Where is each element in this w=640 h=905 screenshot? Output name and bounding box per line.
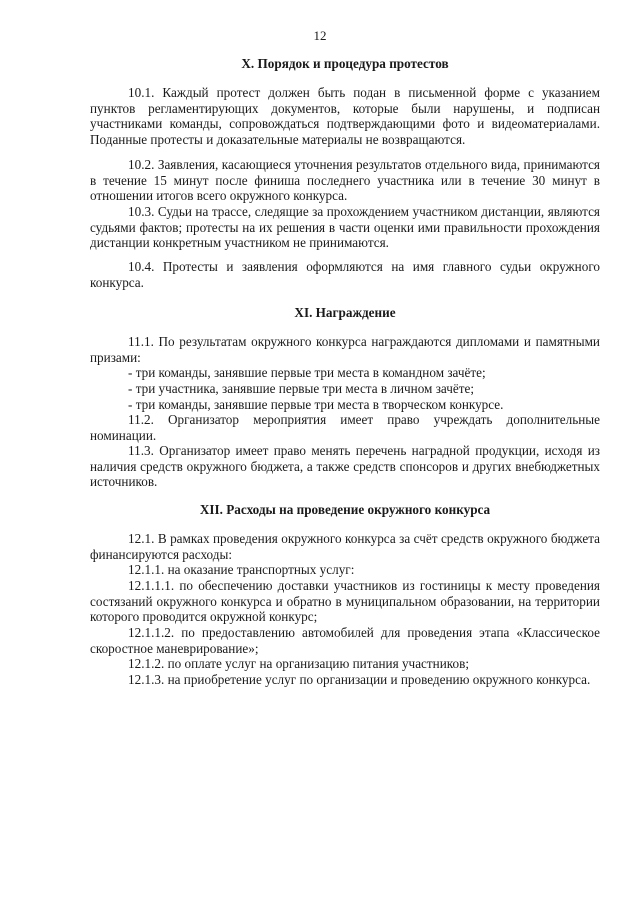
award-list-item: - три команды, занявшие первые три места в творческом конкурсе. [128,397,504,412]
section-10-heading: X. Порядок и процедура протестов [241,56,449,71]
paragraph-12-1-2: 12.1.2. по оплате услуг на организацию питания участников; [128,656,469,671]
award-list-item: - три команды, занявшие первые три места в командном зачёте; [128,365,486,380]
paragraph-11-2: 11.2. Организатор мероприятия имеет право учреждать дополнительные номинации. [90,412,600,443]
paragraph-12-1: 12.1. В рамках проведения окружного конкурса за счёт средств окружного бюджета финансируются расходы: [90,531,600,562]
paragraph-10-2: 10.2. Заявления, касающиеся уточнения результатов отдельного вида, принимаются в течение 15 минут после финиша последнего участника или в течение 30 минут в отношении итогов всего окружного конкурса. [90,157,600,204]
paragraph-12-1-1-1: 12.1.1.1. по обеспечению доставки участников из гостиницы к месту проведения состязаний окружного конкурса и обратно в муниципальном образовании, на территории которого проводится окружной конкурс; [90,578,600,625]
paragraph-10-4: 10.4. Протесты и заявления оформляются на имя главного судьи окружного конкурса. [90,259,600,290]
section-11-heading: XI. Награждение [294,305,396,320]
section-12-heading: XII. Расходы на проведение окружного конкурса [199,502,491,517]
paragraph-10-3: 10.3. Судьи на трассе, следящие за прохождением участником дистанции, являются судьями фактов; протесты на их решения в части оценки ими правильности прохождения дистанции конкретным участником не принимаются. [90,204,600,251]
page-number: 12 [313,28,327,43]
paragraph-11-1: 11.1. По результатам окружного конкурса награждаются дипломами и памятными призами: [90,334,600,365]
paragraph-12-1-1: 12.1.1. на оказание транспортных услуг: [128,562,355,577]
paragraph-10-1: 10.1. Каждый протест должен быть подан в письменной форме с указанием пунктов регламентирующих документов, которые были нарушены, и подписан участниками команды, сопровождаться подтверждающими фото и видеоматериалами. Поданные протесты и доказательные материалы не возвращаются. [90,85,600,147]
paragraph-12-1-1-2: 12.1.1.2. по предоставлению автомобилей для проведения этапа «Классическое скоростное маневрирование»; [90,625,600,656]
paragraph-12-1-3: 12.1.3. на приобретение услуг по организации и проведению окружного конкурса. [128,672,591,687]
paragraph-11-3: 11.3. Организатор имеет право менять перечень наградной продукции, исходя из наличия средств окружного бюджета, а также средств спонсоров и других внебюджетных источников. [90,443,600,490]
award-list-item: - три участника, занявшие первые три места в личном зачёте; [128,381,475,396]
